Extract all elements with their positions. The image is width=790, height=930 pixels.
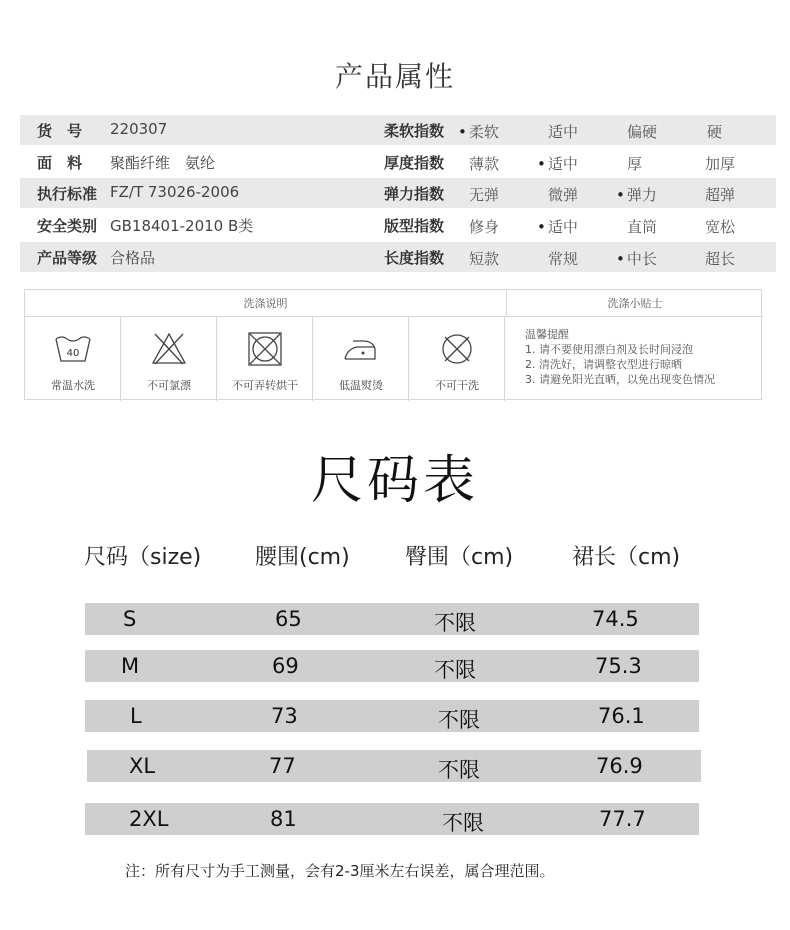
size-header: 腰围(cm) xyxy=(255,545,350,570)
index-option: 适中 xyxy=(548,123,579,141)
no-bleach-icon xyxy=(149,331,189,367)
size-cell: S xyxy=(123,607,137,631)
index-option: 薄款 xyxy=(469,155,500,173)
size-row xyxy=(85,700,699,732)
index-option: 偏硬 xyxy=(627,123,658,141)
size-note: 注：所有尺寸为手工测量，会有2-3厘米左右误差，属合理范围。 xyxy=(125,862,555,880)
index-option-selected: • 弹力 xyxy=(616,184,657,205)
index-option: 微弹 xyxy=(548,186,579,204)
wash-cell xyxy=(121,317,217,401)
index-option-selected: • 适中 xyxy=(537,153,578,174)
size-row xyxy=(85,803,699,835)
attribute-value: GB18401-2010 B类 xyxy=(110,217,254,235)
washing-tips xyxy=(525,327,715,387)
hip-cell: 不限 xyxy=(438,708,480,732)
index-option: 修身 xyxy=(469,218,500,236)
wash-temp: 40 xyxy=(66,348,80,359)
washing-tips-header: 洗涤小贴士 xyxy=(507,290,763,317)
index-option-selected: • 适中 xyxy=(537,216,578,237)
low-iron-icon xyxy=(341,331,381,367)
size-row xyxy=(85,603,699,635)
attribute-value: 合格品 xyxy=(110,249,156,267)
attribute-label: 执行标准 xyxy=(37,185,98,203)
tip-line: 温馨提醒 xyxy=(525,328,569,341)
index-label: 弹力指数 xyxy=(384,185,445,203)
index-option: 超弹 xyxy=(705,186,736,204)
index-label: 厚度指数 xyxy=(384,154,445,172)
size-cell: XL xyxy=(129,754,156,778)
index-option: 常规 xyxy=(548,250,579,268)
size-header: 尺码（size) xyxy=(84,545,202,570)
size-cell: M xyxy=(121,654,140,678)
wash-cell xyxy=(217,317,313,401)
index-option: 硬 xyxy=(707,123,723,141)
index-label: 版型指数 xyxy=(384,217,445,235)
waist-cell: 77 xyxy=(269,754,296,778)
wash-caption: 不可干洗 xyxy=(435,379,479,392)
attribute-label: 货 号 xyxy=(37,122,83,140)
index-option: 无弹 xyxy=(469,186,500,204)
waist-cell: 69 xyxy=(272,654,299,678)
attribute-row xyxy=(20,178,776,208)
attribute-row xyxy=(20,147,776,177)
wash-40-icon xyxy=(53,331,93,367)
size-cell: L xyxy=(130,704,142,728)
index-label: 长度指数 xyxy=(384,249,445,267)
size-header: 裙长（cm) xyxy=(572,545,681,570)
hip-cell: 不限 xyxy=(438,758,480,782)
size-row xyxy=(85,650,699,682)
no-dry-clean-icon xyxy=(437,331,477,367)
index-option: 短款 xyxy=(469,250,500,268)
tip-line: 2. 清洗好，请调整衣型进行晾晒 xyxy=(525,358,682,371)
index-option: 直筒 xyxy=(627,218,658,236)
size-row xyxy=(87,750,701,782)
attribute-row xyxy=(20,242,776,272)
tip-line: 3. 请避免阳光直晒，以免出现变色情况 xyxy=(525,373,715,386)
hip-cell: 不限 xyxy=(434,658,476,682)
waist-cell: 81 xyxy=(270,807,297,831)
index-option-selected: • 中长 xyxy=(616,248,657,269)
length-cell: 76.1 xyxy=(598,704,645,728)
attribute-label: 面 料 xyxy=(37,154,83,172)
index-option: 厚 xyxy=(627,155,643,173)
index-option: 加厚 xyxy=(705,155,736,173)
tip-line: 1. 请不要使用漂白剂及长时间浸泡 xyxy=(525,343,693,356)
index-option: 超长 xyxy=(705,250,736,268)
waist-cell: 65 xyxy=(275,607,302,631)
wash-caption: 常温水洗 xyxy=(51,379,95,392)
wash-caption: 不可弄转烘干 xyxy=(232,379,298,392)
length-cell: 76.9 xyxy=(596,754,643,778)
attributes-title: 产品属性 xyxy=(334,60,455,93)
attribute-value: FZ/T 73026-2006 xyxy=(110,183,240,201)
index-option: 宽松 xyxy=(705,218,736,236)
washing-instructions xyxy=(24,289,762,400)
length-cell: 75.3 xyxy=(595,654,642,678)
index-option-selected: • 柔软 xyxy=(458,121,499,142)
no-tumble-dry-icon xyxy=(245,331,285,367)
wash-cell xyxy=(313,317,409,401)
attribute-row xyxy=(20,115,776,145)
attribute-label: 安全类别 xyxy=(37,217,98,235)
index-label: 柔软指数 xyxy=(384,122,445,140)
attribute-value: 聚酯纤维 氨纶 xyxy=(110,154,216,172)
size-header: 臀围（cm) xyxy=(405,545,514,570)
size-cell: 2XL xyxy=(129,807,169,831)
hip-cell: 不限 xyxy=(442,811,484,835)
attribute-row xyxy=(20,210,776,240)
wash-cell xyxy=(409,317,505,401)
waist-cell: 73 xyxy=(271,704,298,728)
wash-caption: 低温熨烫 xyxy=(339,379,383,392)
washing-header: 洗涤说明 xyxy=(25,290,507,317)
attribute-label: 产品等级 xyxy=(37,249,98,267)
size-chart-title: 尺码表 xyxy=(310,451,479,511)
hip-cell: 不限 xyxy=(434,611,476,635)
wash-caption: 不可氯漂 xyxy=(147,379,191,392)
wash-cell xyxy=(25,317,121,401)
length-cell: 74.5 xyxy=(592,607,639,631)
length-cell: 77.7 xyxy=(599,807,646,831)
attribute-value: 220307 xyxy=(110,120,168,138)
